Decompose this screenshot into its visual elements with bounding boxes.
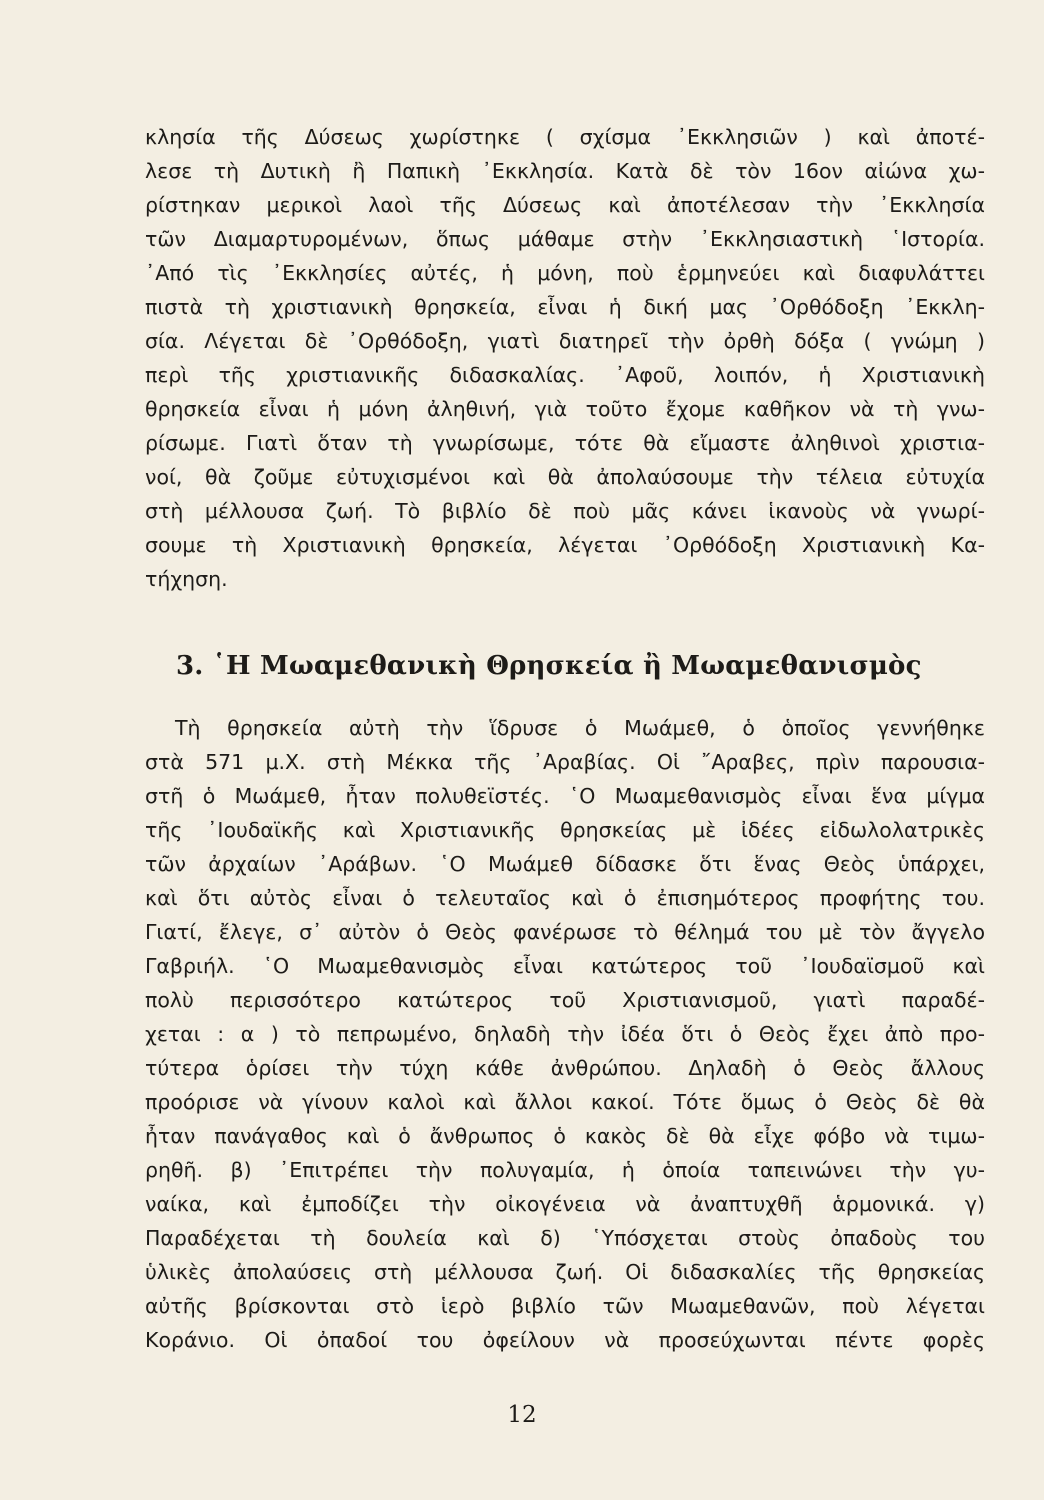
text-line: λεσε τὴ Δυτικὴ ἢ Παπικὴ ᾿Εκκλησία. Κατὰ δὲ τὸν 16ον αἰώνα χω- (145, 159, 985, 183)
text-line: πιστὰ τὴ χριστιανικὴ θρησκεία, εἶναι ἡ δική μας ᾿Ορθόδοξη ᾿Εκκλη- (145, 295, 985, 319)
text-line: περὶ τῆς χριστιανικῆς διδασκαλίας. ᾿Αφοῦ, λοιπόν, ἡ Χριστιανικὴ (145, 363, 985, 387)
text-line: ρίσωμε. Γιατὶ ὅταν τὴ γνωρίσωμε, τότε θὰ εἴμαστε ἀληθινοὶ χριστια- (145, 431, 985, 455)
text-line: κλησία τῆς Δύσεως χωρίστηκε ( σχίσμα ᾿Εκκλησιῶν ) καὶ ἀποτέ- (145, 125, 985, 149)
text-line: νοί, θὰ ζοῦμε εὐτυχισμένοι καὶ θὰ ἀπολαύσουμε τὴν τέλεια εὐτυχία (145, 465, 985, 489)
text-line: ρηθῆ. β) ᾿Επιτρέπει τὴν πολυγαμία, ἡ ὁποία ταπεινώνει τὴν γυ- (145, 1158, 985, 1182)
text-line: χεται : α ) τὸ πεπρωμένο, δηλαδὴ τὴν ἰδέα ὅτι ὁ Θεὸς ἔχει ἀπὸ προ- (145, 1022, 985, 1046)
text-line: ναίκα, καὶ ἐμποδίζει τὴν οἰκογένεια νὰ ἀναπτυχθῆ ἁρμονικά. γ) (145, 1192, 985, 1216)
text-line: ρίστηκαν μερικοὶ λαοὶ τῆς Δύσεως καὶ ἀποτέλεσαν τὴν ᾿Εκκλησία (145, 193, 985, 217)
text-line: στὴ μέλλουσα ζωή. Τὸ βιβλίο δὲ ποὺ μᾶς κάνει ἱκανοὺς νὰ γνωρί- (145, 499, 985, 523)
text-line: τῶν ἀρχαίων ᾿Αράβων. ῾Ο Μωάμεθ δίδασκε ὅτι ἕνας Θεὸς ὑπάρχει, (145, 852, 985, 876)
text-line: Γιατί, ἔλεγε, σ᾿ αὐτὸν ὁ Θεὸς φανέρωσε τὸ θέλημά του μὲ τὸν ἄγγελο (145, 920, 985, 944)
text-line: σουμε τὴ Χριστιανικὴ θρησκεία, λέγεται ᾿Ορθόδοξη Χριστιανικὴ Κα- (145, 533, 985, 557)
text-line: προόρισε νὰ γίνουν καλοὶ καὶ ἄλλοι κακοί. Τότε ὅμως ὁ Θεὸς δὲ θὰ (145, 1090, 985, 1114)
text-line: στὰ 571 μ.Χ. στὴ Μέκκα τῆς ᾿Αραβίας. Οἱ ῎Αραβες, πρὶν παρουσια- (145, 750, 985, 774)
text-line: αὐτῆς βρίσκονται στὸ ἱερὸ βιβλίο τῶν Μωαμεθανῶν, ποὺ λέγεται (145, 1294, 985, 1318)
text-line: ᾿Από τὶς ᾿Εκκλησίες αὐτές, ἡ μόνη, ποὺ ἑρμηνεύει καὶ διαφυλάττει (145, 261, 985, 285)
text-line: ὑλικὲς ἀπολαύσεις στὴ μέλλουσα ζωή. Οἱ διδασκαλίες τῆς θρησκείας (145, 1260, 985, 1284)
text-line: Γαβριήλ. ῾Ο Μωαμεθανισμὸς εἶναι κατώτερος τοῦ ᾿Ιουδαϊσμοῦ καὶ (145, 954, 985, 978)
text-line: Τὴ θρησκεία αὐτὴ τὴν ἵδρυσε ὁ Μωάμεθ, ὁ ὁποῖος γεννήθηκε (175, 716, 985, 740)
text-line: καὶ ὅτι αὐτὸς εἶναι ὁ τελευταῖος καὶ ὁ ἐπισημότερος προφήτης του. (145, 886, 985, 910)
text-line: στῆ ὁ Μωάμεθ, ἦταν πολυθεϊστές. ῾Ο Μωαμεθανισμὸς εἶναι ἕνα μίγμα (145, 784, 985, 808)
paragraph-islam (145, 711, 985, 1357)
text-line: τύτερα ὁρίσει τὴν τύχη κάθε ἀνθρώπου. Δηλαδὴ ὁ Θεὸς ἄλλους (145, 1056, 985, 1080)
section-heading: 3. ῾Η Μωαμεθανικὴ Θρησκεία ἢ Μωαμεθανισμὸς (176, 651, 922, 681)
text-line: πολὺ περισσότερο κατώτερος τοῦ Χριστιανισμοῦ, γιατὶ παραδέ- (145, 988, 985, 1012)
text-line: τήχηση. (145, 567, 228, 591)
paragraph-church-history (145, 120, 985, 596)
text-line: τῶν Διαμαρτυρομένων, ὅπως μάθαμε στὴν ᾿Εκκλησιαστικὴ ῾Ιστορία. (145, 227, 985, 251)
text-line: Παραδέχεται τὴ δουλεία καὶ δ) ῾Υπόσχεται στοὺς ὀπαδοὺς του (145, 1226, 985, 1250)
text-line: θρησκεία εἶναι ἡ μόνη ἀληθινή, γιὰ τοῦτο ἔχομε καθῆκον νὰ τὴ γνω- (145, 397, 985, 421)
page-number: 12 (507, 1402, 537, 1428)
text-line: σία. Λέγεται δὲ ᾿Ορθόδοξη, γιατὶ διατηρεῖ τὴν ὀρθὴ δόξα ( γνώμη ) (145, 329, 985, 353)
text-line: ἦταν πανάγαθος καὶ ὁ ἄνθρωπος ὁ κακὸς δὲ θὰ εἶχε φόβο νὰ τιμω- (145, 1124, 985, 1148)
text-line: Κοράνιο. Οἱ ὀπαδοί του ὀφείλουν νὰ προσεύχωνται πέντε φορὲς (145, 1328, 985, 1352)
text-line: τῆς ᾿Ιουδαϊκῆς καὶ Χριστιανικῆς θρησκείας μὲ ἰδέες εἰδωλολατρικὲς (145, 818, 985, 842)
